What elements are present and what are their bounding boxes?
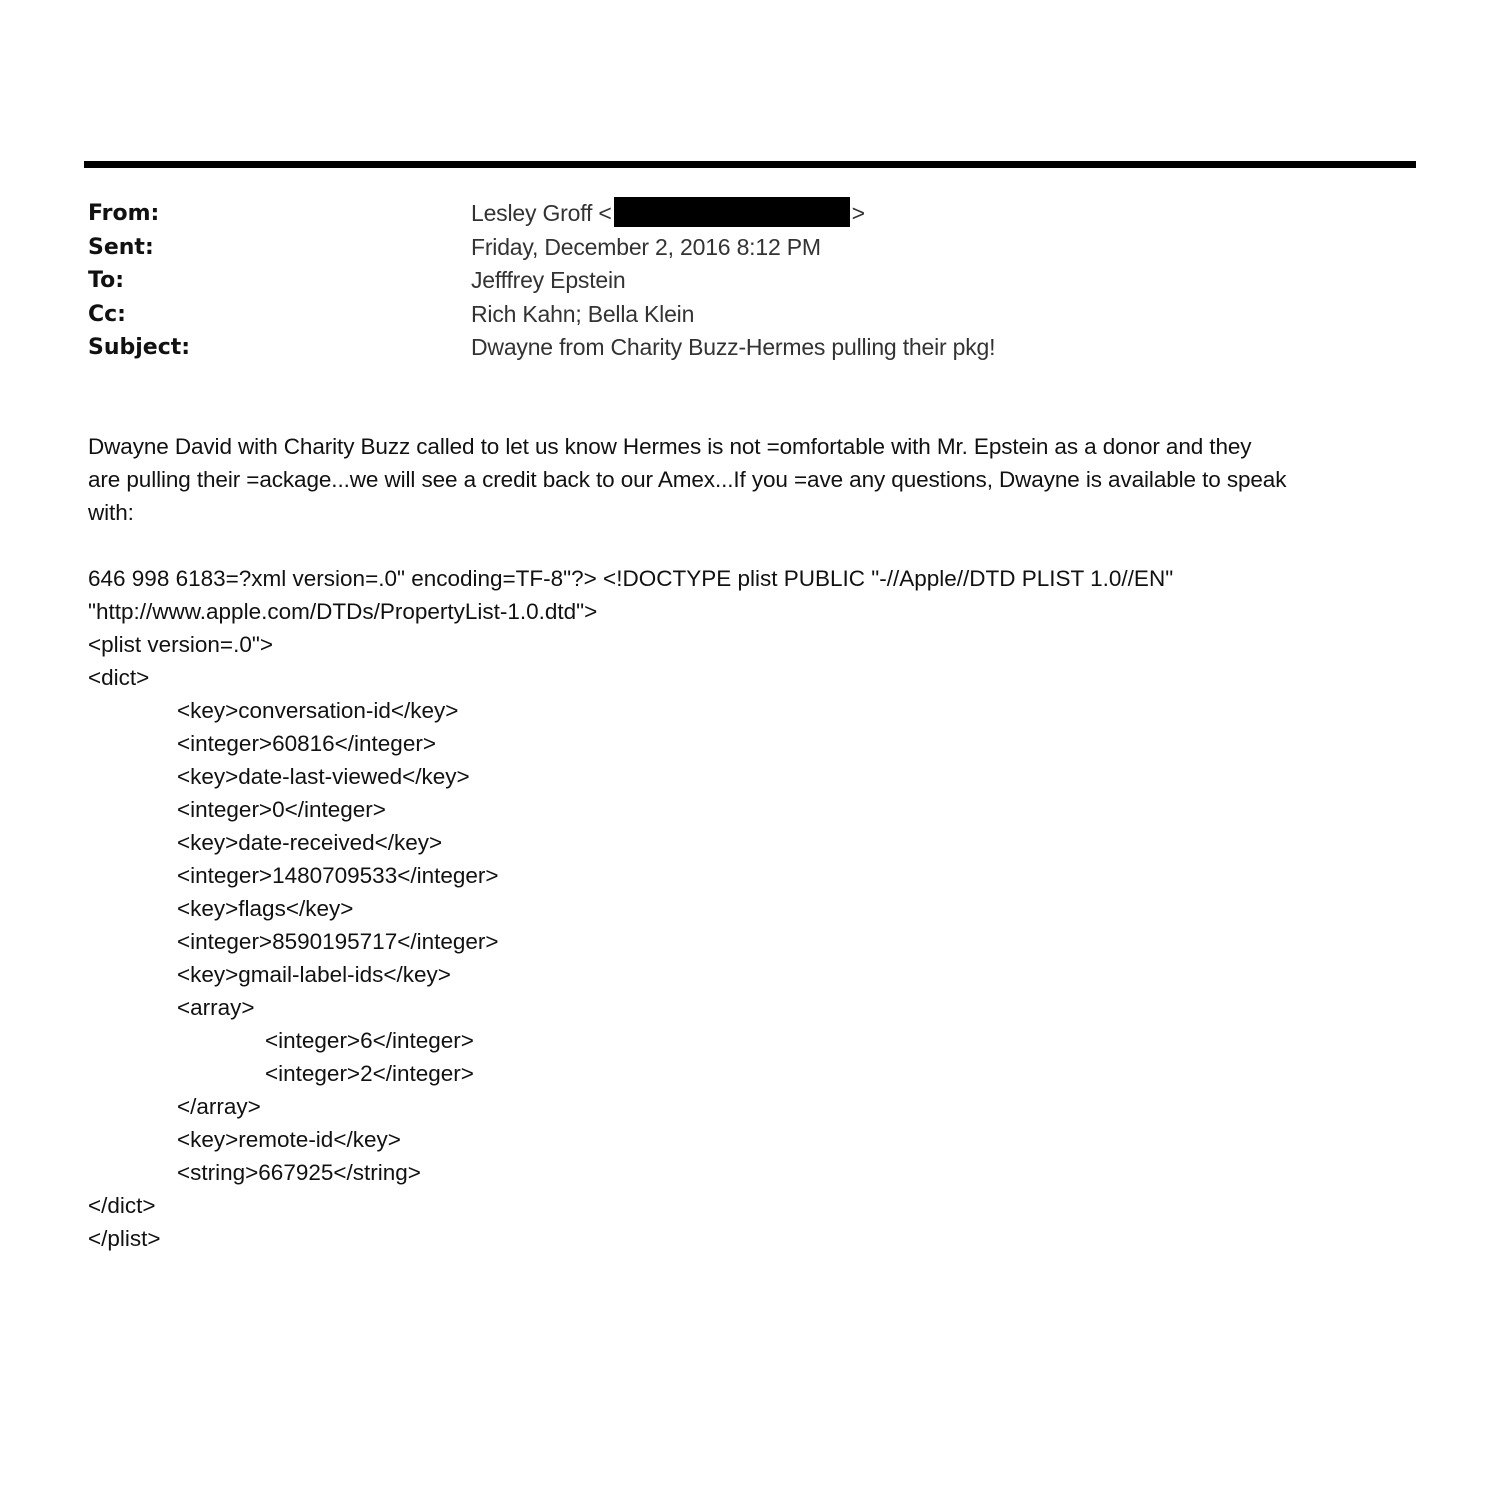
sent-label: Sent: [88, 234, 154, 260]
plist-line: <key>date-last-viewed</key> [177, 764, 470, 789]
plist-line: <key>remote-id</key> [177, 1127, 401, 1152]
email-header [88, 197, 1408, 365]
plist-line: <integer>1480709533</integer> [177, 863, 499, 888]
plist-line: <key>gmail-label-ids</key> [177, 962, 451, 987]
plist-line: </plist> [88, 1226, 161, 1251]
plist-line: <dict> [88, 665, 150, 690]
sent-row [88, 231, 1408, 265]
plist-line: 646 998 6183=?xml version=.0" encoding=TF-8"?> <!DOCTYPE plist PUBLIC "-//Apple//DTD PLIST 1.0//EN" [88, 566, 1174, 591]
plist-line: <integer>0</integer> [177, 797, 386, 822]
body-line-2: are pulling their =ackage...we will see a credit back to our Amex...If you =ave any questions, Dwayne is available to speak [88, 467, 1287, 492]
plist-line: <array> [177, 995, 255, 1020]
to-row [88, 264, 1408, 298]
to-value: Jefffrey Epstein [471, 267, 626, 293]
sent-value: Friday, December 2, 2016 8:12 PM [471, 233, 821, 260]
plist-line: <key>flags</key> [177, 896, 354, 921]
plist-line: <key>date-received</key> [177, 830, 443, 855]
cc-value: Rich Kahn; Bella Klein [471, 300, 695, 327]
plist-line: <key>conversation-id</key> [177, 698, 459, 723]
plist-line: <integer>60816</integer> [177, 731, 436, 756]
from-row [88, 197, 1408, 231]
email-body [88, 430, 1418, 529]
subject-value: Dwayne from Charity Buzz-Hermes pulling their pkg! [471, 334, 996, 360]
from-value [471, 197, 865, 230]
body-line-3: with: [88, 500, 134, 525]
cc-label: Cc: [88, 301, 126, 327]
plist-line: "http://www.apple.com/DTDs/PropertyList-1.0.dtd"> [88, 599, 598, 624]
from-close-bracket: > [851, 200, 865, 226]
cc-row [88, 298, 1408, 332]
plist-block [88, 562, 1418, 1255]
to-label: To: [88, 268, 124, 293]
plist-line: <integer>8590195717</integer> [177, 929, 499, 954]
plist-line: <plist version=.0"> [88, 632, 273, 657]
plist-line: </dict> [88, 1193, 156, 1218]
body-line-1: Dwayne David with Charity Buzz called to let us know Hermes is not =omfortable with Mr. Epstein as a donor and they [88, 434, 1252, 459]
redaction-box [614, 197, 850, 227]
plist-line: <integer>2</integer> [265, 1061, 474, 1086]
from-open-bracket: < [598, 200, 612, 226]
from-name: Lesley Groff [471, 200, 593, 226]
plist-line: <integer>6</integer> [265, 1028, 474, 1053]
header-divider-rule [84, 161, 1416, 168]
plist-line: <string>667925</string> [177, 1160, 421, 1185]
plist-line: </array> [177, 1094, 261, 1119]
from-label: From: [88, 201, 160, 226]
subject-row [88, 331, 1408, 365]
subject-label: Subject: [88, 335, 191, 360]
